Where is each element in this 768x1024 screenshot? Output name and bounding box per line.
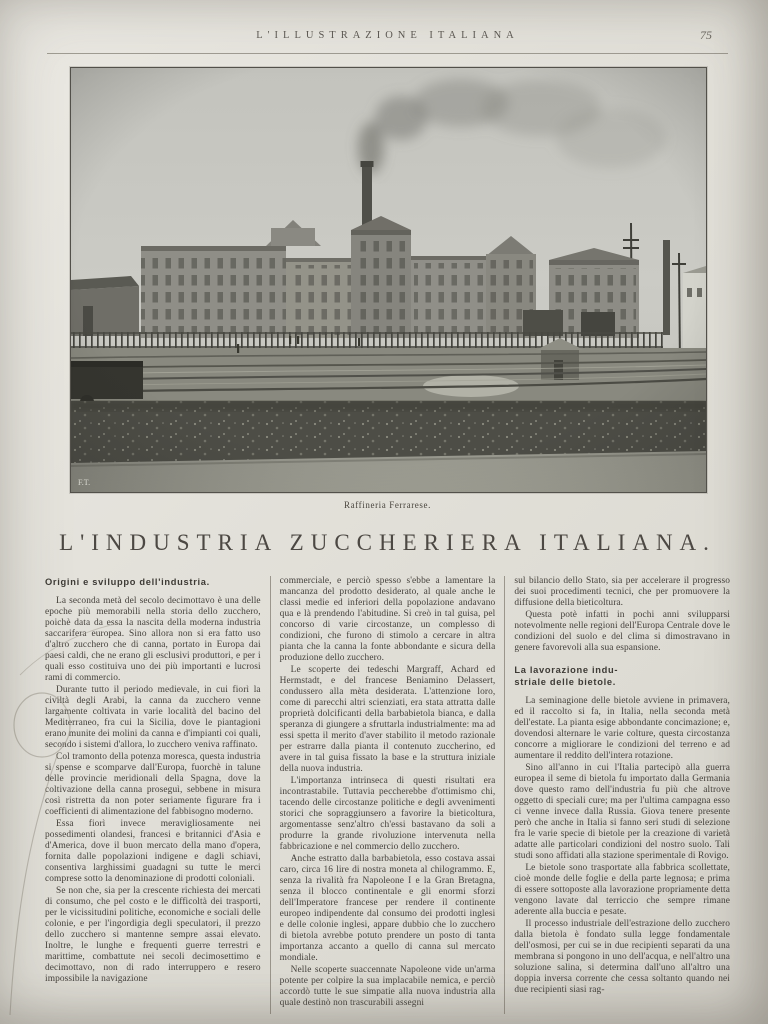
paragraph: Durante tutto il periodo medievale, in cui fiorì la civiltà degli Arabi, la canna da zucchero venne largamente coltivata in varie località del bacino del Mediterraneo, fra cui la Sicilia, dove le piantagioni erano munite dei molini da canna e d'impianti coi quali, secondo i sistemi d'allora, lo zucchero veniva raffinato. xyxy=(45,685,261,751)
paragraph: Questa potè infatti in pochi anni svilupparsi notevolmente nelle regioni dell'Europa Centrale dove le condizioni del suolo e del clima si dimostravano in genere favorevoli alla sua espansione. xyxy=(514,610,730,653)
paragraph: commerciale, e perciò spesso s'ebbe a lamentare la mancanza del prodotto desiderato, al quale anche le classi medie ed inferiori della popolazione andavano qua e là prendendo l'abitudine. Si creò in tal guisa, pel concorso di varie circostanze, un complesso di condizioni, che furono di stimolo a cercare in altra pianta che la canna la fonte abbondante e sicura della produzione dello zucchero. xyxy=(279,576,496,663)
paragraph: sul bilancio dello Stato, sia per accelerare il progresso dei suoi procedimenti tecnici, che per promuovere la diffusione della bieticoltura. xyxy=(514,576,730,608)
photo-credit: F.T. xyxy=(78,478,91,487)
photo-caption: Raffineria Ferrarese. xyxy=(344,500,431,510)
paragraph: Sino all'anno in cui l'Italia partecipò alla guerra europea il seme di bietola fu importato dalla Germania dove questo ramo dell'industria fu più che altrove oggetto di speciali cure; ma per l'ultima campagna esso ci venne invece dalla Russia. Giova tenere presente però che anche in Italia si fanno seri studi di selezione fra le varie specie di bietole per la creazione di varietà adatte alle particolari condizioni del nostro suolo. Tali studi sono affidati alla stazione sperimentale di Rovigo. xyxy=(514,763,730,862)
paragraph: Le scoperte dei tedeschi Margraff, Achard ed Hermstadt, e del francese Beniamino Delassert, condussero alla mèta desiderata. L'attenzione loro, come di parecchi altri scienziati, era stata attratta dalle proprietà dolcificanti della barbabietola bianca, e dalla speranza di giungere a sfruttarla industrialmente: ma ad essi spetta il merito d'aver stabilito il metodo razionale per estrarre dalla pianta il contenuto zuccherino, ed avere in tal guisa fissato la base e la struttura iniziale della nuova industria. xyxy=(279,665,496,774)
header-rule xyxy=(47,53,728,54)
paragraph: Il processo industriale dell'estrazione dello zucchero dalla bietola è fondato sulla legge fondamentale dell'osmosi, per cui se in due recipienti separati da una membrana si pongono in uno dell'acqua, e nell'altro una soluzione salina, si determina dall'uno all'altro una doppia inversa corrente che cessa soltanto quando nei due recipienti siasi rag- xyxy=(514,919,730,996)
column-2 xyxy=(270,576,506,1014)
paragraph: Se non che, sia per la crescente richiesta dei mercati di consumo, che pel costo e le difficoltà dei trasporti, per le vicissitudini politiche, economiche e sociali delle colonie, e per l'ingordigia degli speculatori, il prezzo dello zucchero si mantenne sempre assai elevato. Inoltre, le lunghe e frequenti guerre terrestri e marittime, combattute nei secoli decimosettimo e decimottavo, non di rado interruppero e resero impossibile la navigazione xyxy=(45,886,261,985)
paragraph: Col tramonto della potenza moresca, questa industria si spense e scomparve dall'Europa, fuorchè in talune delle provincie meridionali della Spagna, dove la coltivazione della canna proseguì, sebbene in misura così ristretta da non poter seriamente figurare fra i coefficienti di alimentazione del fabbisogno moderno. xyxy=(45,752,261,818)
page-header xyxy=(45,30,730,48)
paragraph: La seminagione delle bietole avviene in primavera, ed il raccolto si fa, in Italia, nella seconda metà dell'estate. La pianta esige abbondante concimazione; e, dovendosi alternare le varie colture, questa circostanza concorre a migliorare le condizioni del terreno e ad aumentare il reddito dell'intera rotazione. xyxy=(514,696,730,762)
column-3 xyxy=(514,576,730,1014)
page-number: 75 xyxy=(700,28,712,42)
magazine-title: L'ILLUSTRAZIONE ITALIANA xyxy=(256,30,519,41)
article-title: L'INDUSTRIA ZUCCHERIERA ITALIANA. xyxy=(59,530,716,555)
paragraph: Anche estratto dalla barbabietola, esso costava assai caro, circa 16 lire di nostra moneta al chilogrammo. E, senza la rivalità fra Napoleone I e la Gran Bretagna, senza il blocco continentale e gli enormi sforzi dell'Imperatore francese per rendere il continente europeo indipendente dal consumo dei prodotti inglesi e delle colonie inglesi, appare dubbio che lo zucchero di bietola avrebbe potuto prendere un posto di tanta importanza accanto a quello di canna sul mercato mondiale. xyxy=(279,854,496,963)
photo-block xyxy=(70,67,705,510)
paragraph: L'importanza intrinseca di questi risultati era incontrastabile. Tuttavia peccherebbe d'ottimismo chi, tacendo delle circostanze politiche e degli avvenimenti storici che sopraggiunsero a favorire la bieticoltura, argomentasse senz'altro ch'essi bastavano da soli a produrre la grande rivoluzione intervenuta nella fabbricazione e nel commercio dello zucchero. xyxy=(279,776,496,852)
paragraph: Le bietole sono trasportate alla fabbrica scollettate, cioè monde delle foglie e della parte legnosa; e prima di essere sottoposte alla lavorazione propriamente detta vengono lavate dal terriccio che sempre rimane aderente alla buccia e pesate. xyxy=(514,863,730,918)
paragraph: Essa fiorì invece meravigliosamente nei possedimenti olandesi, francesi e britannici d'Asia e d'America, dove il buon mercato della mano d'opera, fornita dalle popolazioni indigene e dagli schiavi, consentiva larghissimi guadagni su tutte le merci comprese sotto la denominazione di prodotti coloniali. xyxy=(45,819,261,885)
factory-photograph xyxy=(70,67,707,493)
paragraph: Nelle scoperte suaccennate Napoleone vide un'arma potente per colpire la sua implacabile nemica, e perciò accordò tutte le sue simpatie alla nuova industria alla quale destinò non trascurabili assegni xyxy=(279,965,496,1008)
section-heading-origini: Origini e sviluppo dell'industria. xyxy=(45,577,210,587)
paragraph: La seconda metà del secolo decimottavo è una delle epoche più memorabili nella storia dello zucchero, poichè data da essa la nascita della moderna industria saccarifera europea. Sino allora non si era fatto uso d'altro zucchero che di canna, portato in Europa dai paesi caldi, che ne erano gli esclusivi produttori, e per i quali esso costituiva uno dei più importanti e lucrosi rami di commercio. xyxy=(45,596,261,684)
article-columns xyxy=(45,576,730,1014)
section-heading-lavorazione: La lavorazione indu- striale delle bietole. xyxy=(514,665,619,688)
column-1 xyxy=(45,576,261,1014)
